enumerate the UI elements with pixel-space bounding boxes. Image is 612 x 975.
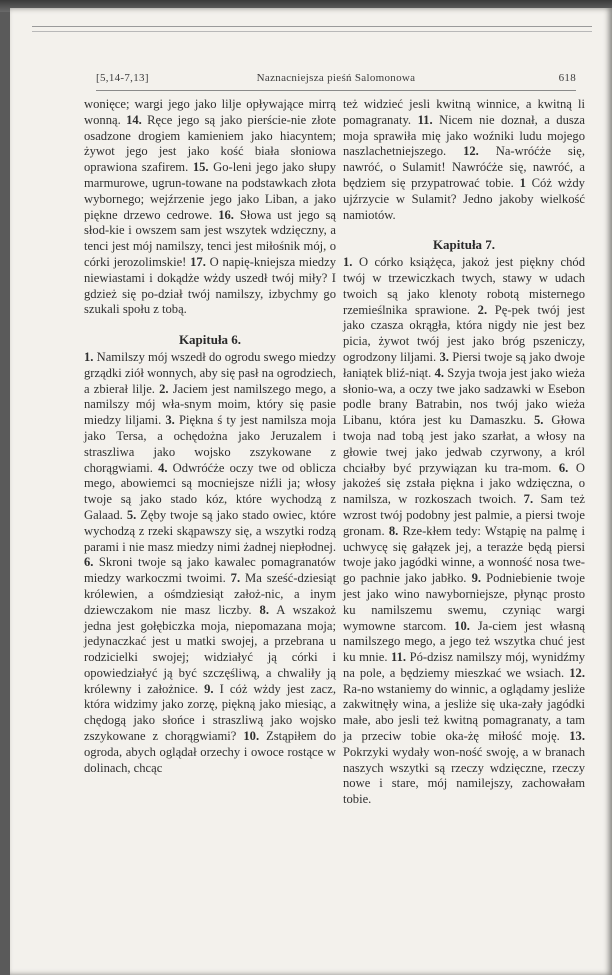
verse-number: 14. <box>126 112 142 127</box>
verse-number: 5. <box>126 507 137 522</box>
verse-text: Pę-pek twój jest jako czasza okrągła, która nigdy nie jest bez picia, żywot twój jest jako bróg pszeniczy, ogrodzony liljami. <box>343 302 586 364</box>
verse-number: 7. <box>523 492 534 507</box>
verse-text: A wszakoż jedna jest gołębiczka moja, niepomazana moja; jedynaczkać jest u matki swojej, a przebrana u rodzicielki swojej; widziałyć ją córki i opowiedziałyć ją być szczęśliwą, a chwaliły ją królewny i założnice. <box>84 602 336 696</box>
verse-text: Rze-kłem tedy: Wstąpię na palmę i uchwycę się gałązek jej, a terazże będą piersi twoje jako jagódki winne, a wonność nosa twe-go pachnie jako jabłko. <box>343 523 585 586</box>
verse-text: też widzieć jesli kwitną winnice, a kwitną li pomagranaty. <box>343 97 585 127</box>
verse-number: 16. <box>218 207 234 222</box>
verse-number: 6. <box>84 555 94 570</box>
verse-text: O jakożeś się zstała piękna i jako wdzięczna, o namilsza, w rozkoszach twoich. <box>343 460 585 507</box>
right-column <box>343 97 585 808</box>
left-column <box>84 97 336 776</box>
verse-number: 4. <box>158 460 168 475</box>
left-paragraph-2 <box>84 350 336 777</box>
verse-text: Skroni twoje są jako kawalec pomagranatów miedzy warkoczmi twoimi. <box>84 555 336 586</box>
verse-text: Ra-no wstaniemy do winnic, a oglądamy jesliże zakwitnęły wina, a jesliże się uka-zały jagódki małe, abo jesli też kwitną pomagranaty, a tam ja przeciw tobie oka-żę miłość moję. <box>343 681 585 744</box>
verse-text: O napię-kniejsza miedzy niewiastami i dokądże wżdy uszedł twój miły? I gdzież się po-dział twój namilszy, izbychmy go szukali społu z tobą. <box>84 254 336 317</box>
verse-number: 5. <box>533 413 544 428</box>
verse-text: Go-leni jego jako słupy marmurowe, ugrun-towane na podstawkach złota wybornego; wejźrzenie jego jako Liban, a jako piękne drzewo cedrowe. <box>84 160 336 222</box>
verse-number: 3. <box>165 413 175 428</box>
verse-number: 2. <box>159 381 169 396</box>
running-title: Naznacniejsza pieśń Salomonowa <box>256 72 416 84</box>
verse-text: Namilszy mój wszedł do ogrodu swego miedzy grządki ziół wonnych, aby się pasł na ogrodziech, a zbierał lilje. <box>84 349 336 396</box>
verse-text: Sam też wzrost twój podobny jest palmie, a piersi twoje gronam. <box>343 492 585 538</box>
verse-text: Ręce jego są jako pierście-nie złote osadzone drogiem kamieniem jako hiacyntem; żywot jego jest jako kość biała słoniowa oprawiona szafirem. <box>84 112 336 175</box>
verse-number: 9. <box>471 571 482 586</box>
verse-number: 15. <box>192 160 209 175</box>
verse-text: Słowa ust jego są słod-kie i owszem sam jest wszytek wdzięczny, a tenci jest mój namilszy, tenci jest miłośnik mój, o córki jerozolimskie! <box>84 207 336 269</box>
verse-number: 11. <box>391 650 407 665</box>
verse-number: 8. <box>388 523 399 538</box>
verse-text: wonięce; wargi jego jako lilje opływające mirrą wonną. <box>84 97 336 127</box>
chapter-heading-6: Kapituła 6. <box>178 332 242 348</box>
verse-text: Ma sześć-dziesiąt królewien, a ośmdziesiąt założ-nic, a inym dziewczakom nie masz liczby. <box>84 571 336 617</box>
chapter-heading-7: Kapituła 7. <box>432 237 496 253</box>
verse-number: 1. <box>84 349 94 364</box>
verse-number: 3. <box>439 349 449 364</box>
verse-number: 12. <box>463 144 479 159</box>
verse-text: Szyja twoja jest jako wieża słonio-wa, a oczy twe jako sadzawki w Esebon podle brany Batrabin, nos twój jako wieża Libanu, która jest ku Damaszku. <box>343 365 585 428</box>
page-number: 618 <box>558 72 576 84</box>
verse-number: 4. <box>434 365 445 380</box>
verse-text: Cóż wżdy ujźrzycie w Sulamit? Jedno jakoby wielkość namiotów. <box>343 175 585 222</box>
page-edge-lines <box>32 26 592 32</box>
verse-number: 9. <box>204 681 214 696</box>
right-paragraph-1 <box>343 97 585 223</box>
left-paragraph-1 <box>84 97 336 318</box>
verse-text: Nicem nie doznał, a dusza moja sprawiła mię jako woźniki ludu mojego naszlachetniejszego. <box>343 112 585 159</box>
verse-number: 2. <box>477 302 488 317</box>
verse-number: 10. <box>454 618 470 633</box>
verse-text: Piersi twoje są jako dwoje łaniątek bliź-niąt. <box>343 349 586 380</box>
verse-text: Pó-dzisz namilszy mój, wynidźmy na pole, a będziemy mieszkać we wsiach. <box>343 650 585 680</box>
verse-text: Odwróćże oczy twe od oblicza mego, abowiemci są mocniejsze niźli ja; włosy twoje są jako stado kóz, które wychodzą z Galaad. <box>84 460 336 522</box>
right-paragraph-2 <box>343 255 585 808</box>
verse-number: 11. <box>417 112 433 127</box>
verse-text: Pokrzyki wydały won-ność swoję, a w branach naszych wszytki są rzeczy wdzięczne, rzeczy nowe i stare, mój namilejszy, zachowałam tobie. <box>343 744 585 807</box>
verse-text: O córko książęca, jakoż jest piękny chód twój w trzewiczkach twych, stawy w udach twoich są jako klenoty robotą misternego rzemieślnika sprawione. <box>343 255 585 317</box>
verse-number: 8. <box>259 602 269 617</box>
verse-text: Zstąpiłem do ogroda, abych oglądał orzechy i owoce rostące w dolinach, chcąc <box>84 729 336 775</box>
verse-number: 7. <box>230 571 241 586</box>
verse-text: Ja-ciem jest własną namilszego mego, a jego też wszytka chuć jest ku mnie. <box>343 618 585 665</box>
running-header <box>96 72 576 88</box>
verse-text: Jaciem jest namilszego mego, a namilszy mój wła-snym moim, który się pasie miedzy liljami. <box>84 381 336 428</box>
header-rule <box>96 90 576 91</box>
verse-text: Podniebienie twoje jest jako wino nawyborniejsze, płynąc prosto ku namilszemu swemu, czyniąc wargi wymowne starcom. <box>343 571 585 633</box>
verse-number: 17. <box>190 254 206 269</box>
verse-text: Głowa twoja nad tobą jest jako szarłat, a włosy na głowie twej jako jedwab czyrwony, a król chciałby być przywiązan ku tra-mom. <box>343 413 585 475</box>
verse-number: 1. <box>343 255 353 270</box>
verse-number: 6. <box>558 460 569 475</box>
verse-text: I cóż wżdy jest zacz, która widzimy jako zorzę, piękną jako miesiąc, a chędogą jako słońce i straszliwą jako wojsko zszykowane z chorągwiami? <box>84 681 337 744</box>
verse-number: 10. <box>243 729 260 744</box>
verse-number: 1 <box>519 175 526 190</box>
verse-number: 12. <box>569 665 585 680</box>
verse-reference: [5,14-7,13] <box>96 72 149 84</box>
verse-text: Piękna ś ty jest namilsza moja jako Tersa, a ochędożna jako Jeruzalem i straszliwa jako wojsko zszykowane z chorągwiami. <box>84 413 336 475</box>
verse-number: 13. <box>569 729 585 744</box>
verse-text: Zęby twoje są jako stado owiec, które wychodzą z rzeki skąpawszy się, a wszytki rodzą parami i nie masz miedzy nimi żadnej niepłodnej. <box>84 507 336 554</box>
verse-text: Na-wróćże się, nawróć, o Sulamit! Nawróćże się, nawróć, a będziem się przypatrować tobie. <box>343 144 586 190</box>
